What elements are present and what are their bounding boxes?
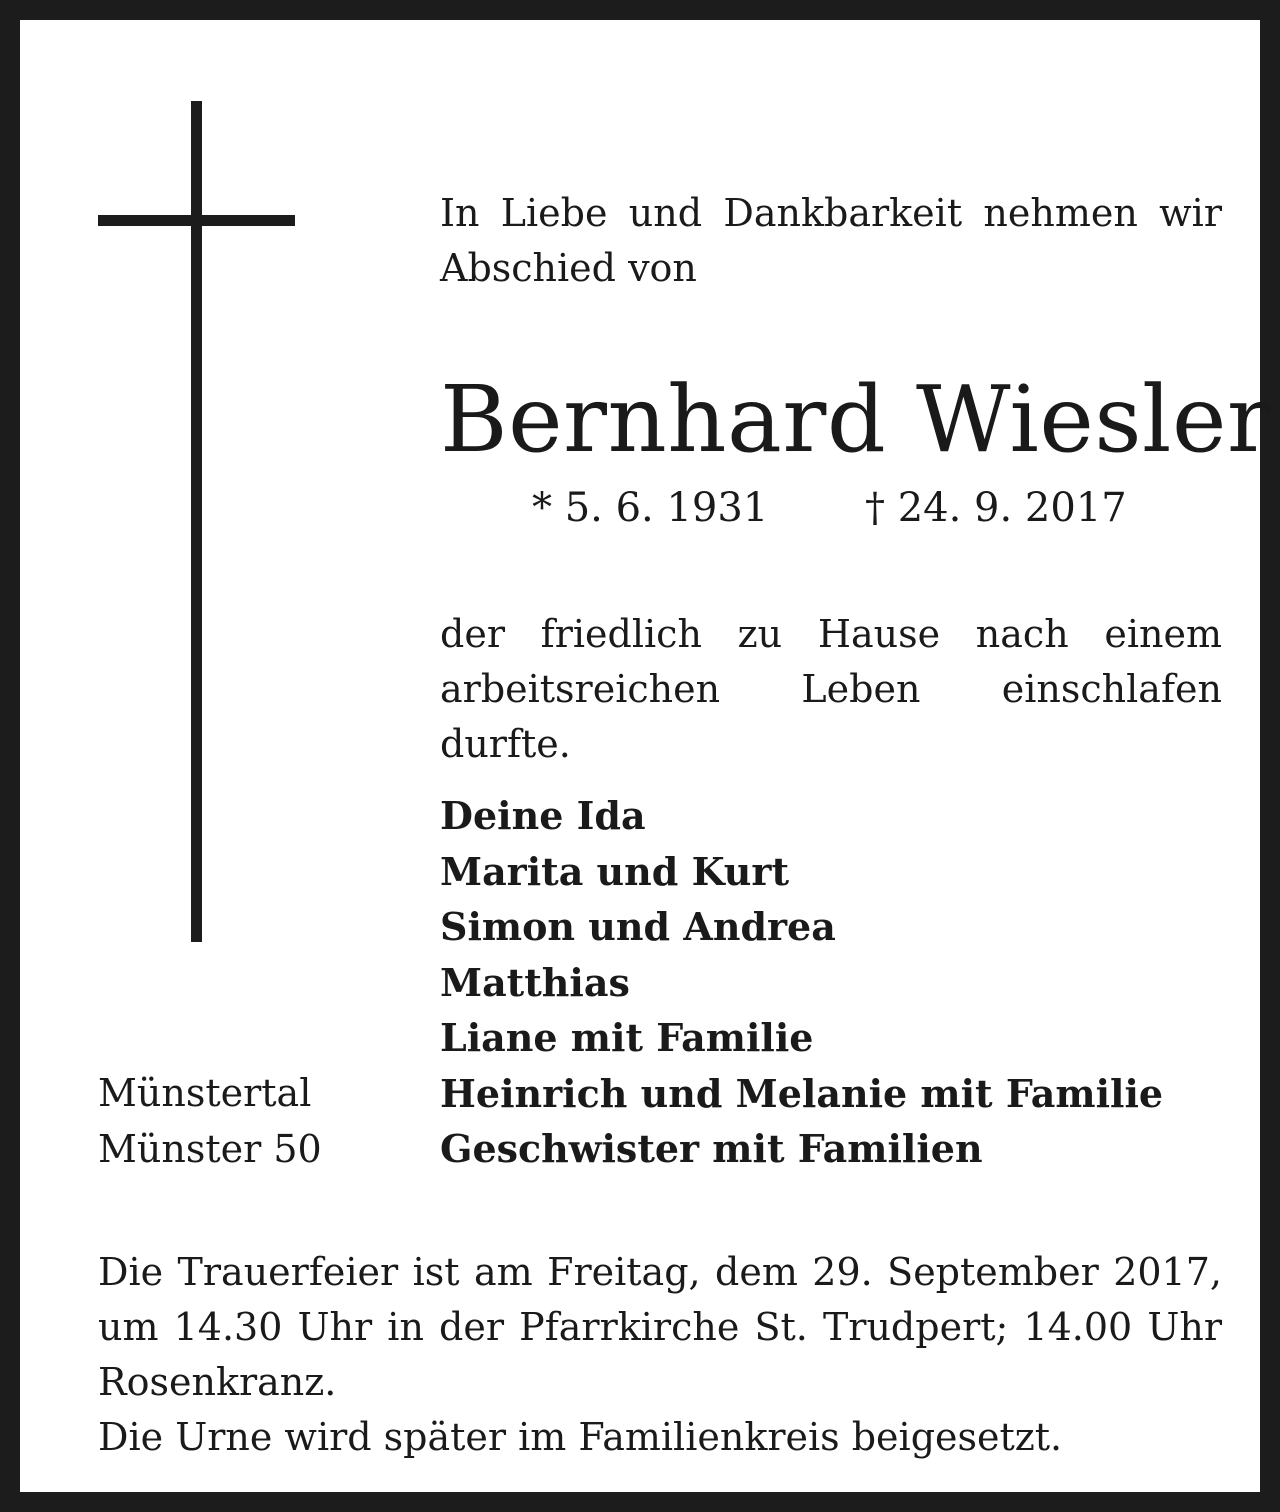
cross-icon-bar	[98, 215, 295, 226]
mourner-item: Matthias	[440, 959, 630, 1005]
body-text: der friedlich zu Hause nach einem arbeitsreichen Leben einschlafen durfte.	[440, 612, 1222, 766]
mourner-item: Simon und Andrea	[440, 904, 836, 949]
mourner-item: Marita und Kurt	[440, 848, 789, 894]
cross-icon	[191, 101, 202, 942]
place-address: Münster 50	[98, 1126, 322, 1171]
birth-date: * 5. 6. 1931	[532, 485, 769, 531]
funeral-ceremony: Die Trauerfeier ist am Freitag, dem 29. September 2017, um 14.30 Uhr in der Pfarrkirche St. Trudpert; 14.00 Uhr Rosenkranz.	[98, 1250, 1222, 1404]
deceased-name: Bernhard Wiesler	[440, 366, 1272, 473]
funeral-urn: Die Urne wird später im Familienkreis beigesetzt.	[98, 1415, 1063, 1459]
mourner-item: Liane mit Familie	[440, 1015, 814, 1060]
place-block	[98, 1066, 322, 1177]
mourner-item: Heinrich und Melanie mit Familie	[440, 1070, 1164, 1116]
mourners-list	[440, 788, 1222, 1177]
mourner-item: Geschwister mit Familien	[440, 1126, 983, 1171]
place-town: Münstertal	[98, 1071, 312, 1115]
death-date: † 24. 9. 2017	[865, 485, 1127, 531]
funeral-info	[98, 1245, 1222, 1465]
mourner-item: Deine Ida	[440, 793, 646, 838]
intro-text: In Liebe und Dankbarkeit nehmen wir Abschied von	[440, 191, 1222, 290]
